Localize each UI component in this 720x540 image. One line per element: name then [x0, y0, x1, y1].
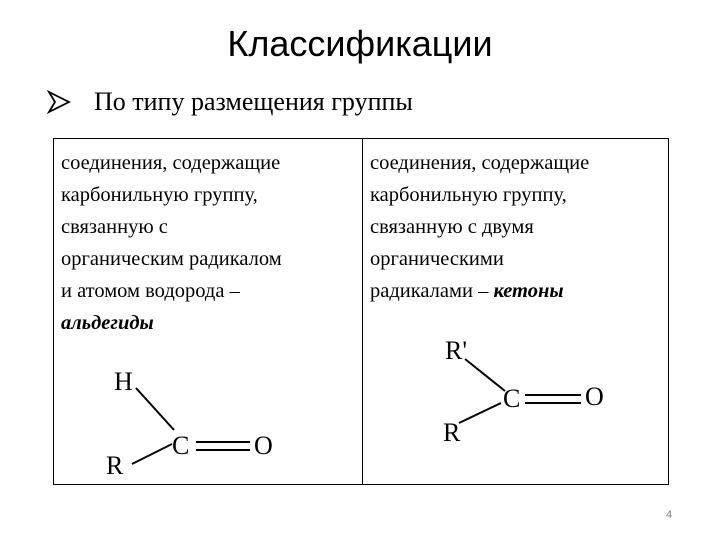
aldehydes-description — [61, 147, 282, 339]
bond-r-c — [132, 444, 172, 464]
atom-o: O — [254, 431, 273, 460]
bond-r-c — [459, 403, 501, 423]
desc-line: карбонильную группу, — [370, 184, 567, 206]
atom-c: C — [503, 384, 521, 413]
ketones-description — [370, 147, 589, 307]
desc-line: органическим радикалом — [61, 248, 282, 270]
aldehyde-structure — [102, 364, 302, 484]
aldehydes-cell — [54, 139, 363, 484]
desc-line: карбонильную группу, — [61, 184, 258, 206]
page-number: 4 — [666, 509, 673, 521]
desc-line: соединения, содержащие — [61, 152, 281, 174]
classification-table — [53, 138, 669, 485]
arrow-bullet-icon — [46, 89, 72, 115]
atom-r: R — [443, 418, 461, 447]
desc-line: связанную с — [61, 216, 168, 238]
ketones-cell — [363, 139, 668, 484]
desc-line: радикалами – — [370, 280, 494, 302]
atom-h: H — [114, 367, 133, 396]
atom-r-prime: R' — [445, 336, 468, 365]
bond-h-c — [136, 388, 174, 430]
desc-line: связанную с двумя — [370, 216, 534, 238]
atom-c: C — [172, 431, 190, 460]
bullet-item — [46, 84, 413, 120]
desc-line: органическими — [370, 248, 504, 270]
bond-rprime-c — [465, 359, 505, 391]
desc-line: соединения, содержащие — [370, 152, 590, 174]
ketone-structure — [433, 329, 633, 449]
slide-title: Классификации — [227, 23, 493, 64]
aldehydes-term: альдегиды — [61, 312, 154, 334]
ketones-term: кетоны — [493, 280, 564, 302]
atom-r: R — [106, 451, 124, 480]
desc-line: и атомом водорода – — [61, 280, 240, 302]
atom-o: O — [585, 382, 604, 411]
bullet-text: По типу размещения группы — [94, 87, 413, 116]
